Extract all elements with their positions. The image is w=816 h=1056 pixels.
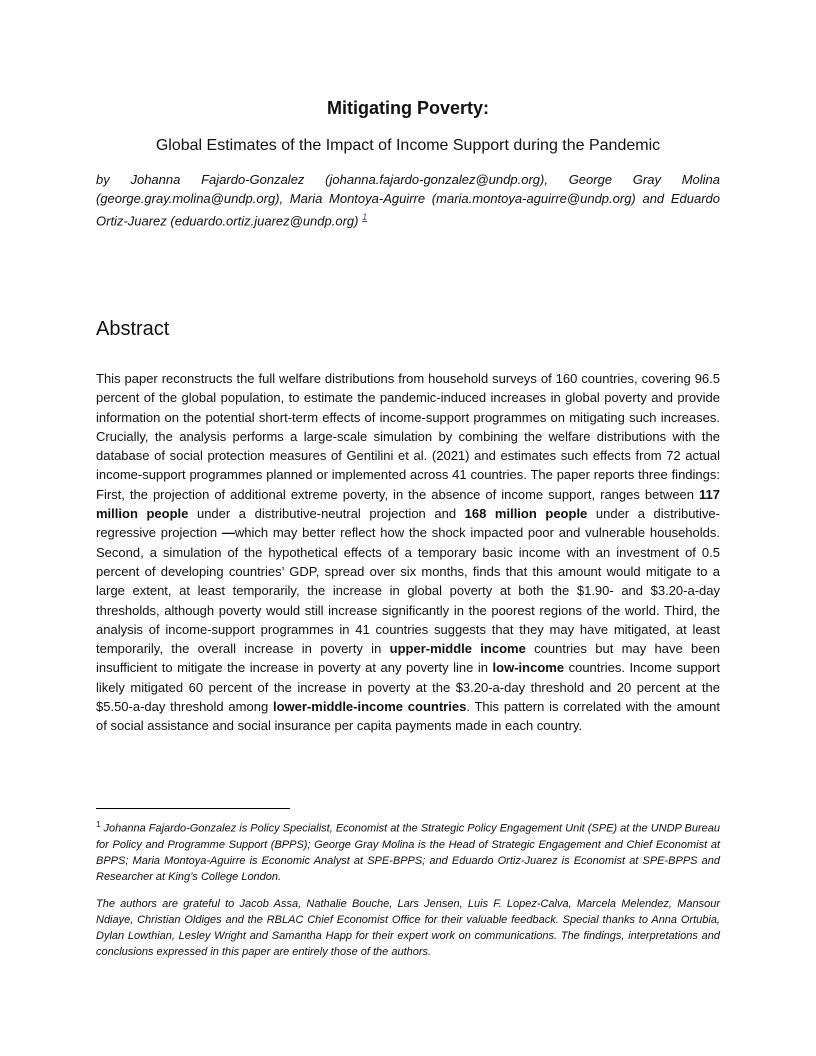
acknowledgements: The authors are grateful to Jacob Assa, Nathalie Bouche, Lars Jensen, Luis F. Lopez-Calva, Marcela Melendez, Mansour Ndiaye, Christian Oldiges and the RBLAC Chief Economist Office for their valuable feedback. Special thanks to Anna Ortubia, Dylan Lowthian, Lesley Wright and Samantha Happ for their expert work on communications. The findings, interpretations and conclusions expressed in this paper are entirely those of the authors. xyxy=(96,898,720,958)
abstract-body xyxy=(96,369,720,736)
paper-subtitle: Global Estimates of the Impact of Income Support during the Pandemic xyxy=(155,137,661,154)
footnote-divider xyxy=(96,808,290,809)
abstract-text-5: countries but may have been insufficient to mitigate the increase in poverty at any poverty line in xyxy=(96,641,720,676)
abstract-bold-6: lower-middle-income countries xyxy=(272,699,467,715)
abstract-text-2: under a distributive-neutral projection and xyxy=(188,506,465,522)
footnote-1-marker: 1 xyxy=(96,820,101,829)
paper-title: Mitigating Poverty: xyxy=(326,98,489,118)
abstract-bold-5: low-income xyxy=(492,660,565,676)
abstract-bold-4: upper-middle income xyxy=(389,641,526,657)
footnote-1 xyxy=(96,817,720,885)
abstract-text-3: under a distributive-regressive projection xyxy=(96,506,720,541)
abstract-text-1: This paper reconstructs the full welfare distributions from household surveys of 160 countries, covering 96.5 percent of the global population, to estimate the pandemic-induced increases in global poverty and provide information on the potential short-term effects of income-support programmes on mitigating such increases. Crucially, the analysis performs a large-scale simulation by combining the welfare distributions with the database of social protection measures of Gentilini et al. (2021) and estimates such effects from 72 actual income-support programmes planned or implemented across 41 countries. The paper reports three findings: First, the projection of additional extreme poverty, in the absence of income support, ranges between xyxy=(96,371,720,502)
abstract-bold-2: 168 million people xyxy=(464,506,588,522)
author-line xyxy=(96,170,720,230)
abstract-text-7: . This pattern is correlated with the amount of social assistance and social insurance per capita payments made in each country. xyxy=(96,699,720,734)
footnote-1-text: Johanna Fajardo-Gonzalez is Policy Specialist, Economist at the Strategic Policy Engagement Unit (SPE) at the UNDP Bureau for Policy and Programme Support (BPPS); George Gray Molina is the Head of Strategic Engagement and Chief Economist at BPPS; Maria Montoya-Aguirre is Economic Analyst at SPE-BPPS; and Eduardo Ortiz-Juarez is Economist at SPE-BPPS and Researcher at King’s College London. xyxy=(96,822,721,883)
abstract-bold-1: 117 million people xyxy=(96,486,720,522)
abstract-text-4: which may better reflect how the shock impacted poor and vulnerable households. Second, a simulation of the hypothetical effects of a temporary basic income with an investment of 0.5 percent of developing countries’ GDP, spread over six months, finds that this amount would mitigate to a large extent, at least temporarily, the increase in global poverty at both the $1.90- and $3.20-a-day thresholds, although poverty would still increase significantly in the poorest regions of the world. Third, the analysis of income-support programmes in 41 countries suggests that they may have mitigated, at least temporarily, the overall increase in poverty in xyxy=(96,525,720,657)
footnote-link[interactable]: 1 xyxy=(362,212,368,222)
abstract-text-6: countries. Income support likely mitigated 60 percent of the increase in poverty at the $3.20-a-day threshold and 20 percent at the $5.50-a-day threshold among xyxy=(96,660,720,715)
abstract-heading: Abstract xyxy=(96,318,170,340)
author-list: by Johanna Fajardo-Gonzalez (johanna.fajardo-gonzalez@undp.org), George Gray Molina (george.gray.molina@undp.org), Maria Montoya-Aguirre (maria.montoya-aguirre@undp.org) and Eduardo Ortiz-Juarez (eduardo.ortiz.juarez@undp.org) xyxy=(96,172,720,229)
abstract-bold-3: — xyxy=(221,525,235,541)
